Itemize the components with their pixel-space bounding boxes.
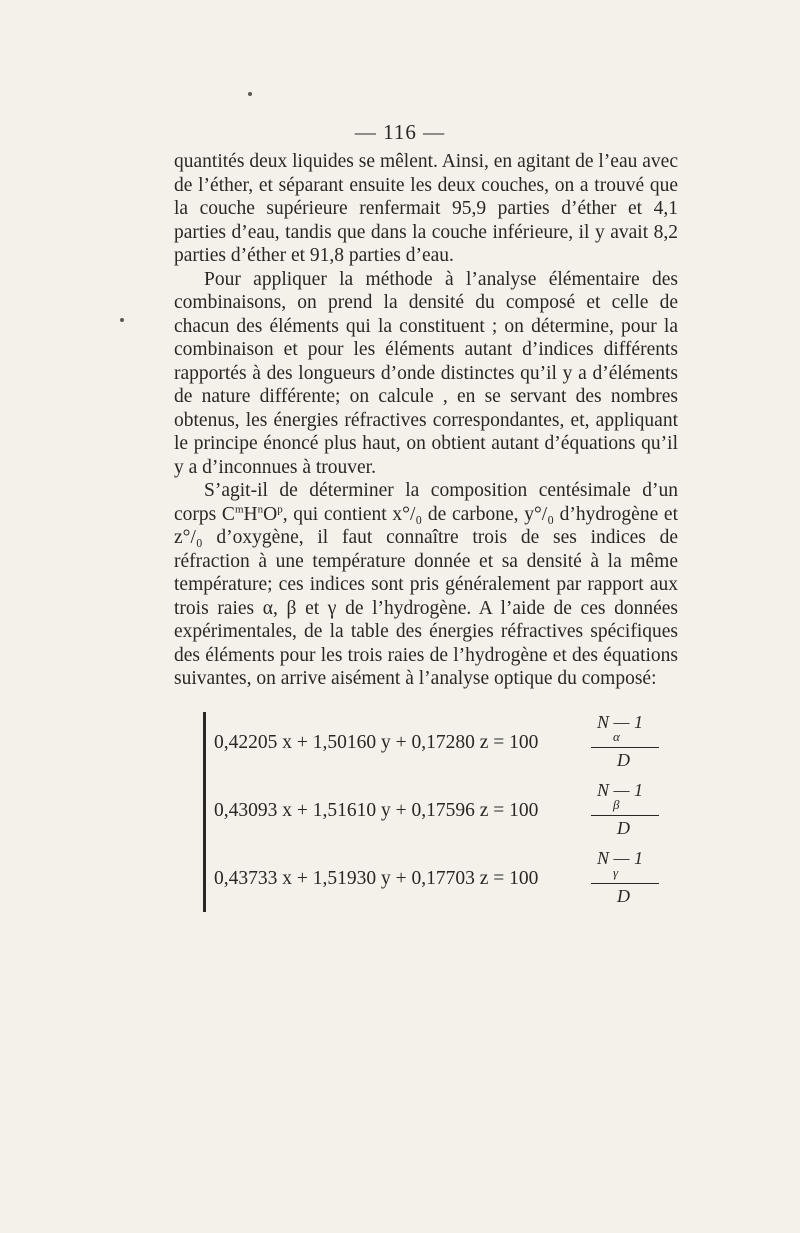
paragraph-3 — [174, 479, 678, 691]
fraction-bar — [591, 815, 659, 816]
equation-alpha — [206, 712, 676, 780]
fraction-denominator: D — [617, 818, 630, 838]
paper-speck — [120, 318, 124, 322]
paragraph-3-rest: , qui contient x°/₀ de carbone, y°/₀ d’hydrogène et z°/₀ d’oxygène, il faut connaître trois de ses indices de réfraction à une température donnée et sa densité à la même température; ces indices sont pris généralement par rapport aux trois raies α, β et γ de l’hydrogène. A l’aide de ces données expérimentales, de la table des énergies réfractives spécifiques des éléments pour les trois raies de l’hydrogène et des équations suivantes, on arrive aisément à l’analyse optique du composé: — [174, 503, 679, 689]
fraction-numerator: N — 1 — [597, 848, 644, 868]
fraction-numerator: N — 1 — [597, 712, 644, 732]
equation-system — [203, 712, 676, 912]
equation-beta — [206, 780, 676, 848]
equation-lhs: 0,43733 x + 1,51930 y + 0,17703 z = 100 — [214, 868, 539, 889]
exponent-n: n — [257, 503, 264, 515]
fraction-denominator: D — [617, 750, 630, 770]
page-number: — 116 — — [354, 120, 446, 144]
exponent-p: p — [277, 503, 283, 515]
paragraph-3-intro: S’agit-il de déterminer la composition centésimale d’un corps C — [174, 480, 678, 525]
paragraph-2: Pour appliquer la méthode à l’analyse élémentaire des combinaisons, on prend la densité du composé et celle de chacun des éléments qui la constituent ; on détermine, pour la combinaison et pour les éléments autant d’indices différents rapportés à des longueurs d’onde distinctes qu’il y a d’éléments de nature différente; on calcule , en se servant des nombres obtenus, les énergies réfractives correspondantes, et, appliquant le principe énoncé plus haut, on obtient autant d’équations qu’il y a d’inconnues à trouver. — [174, 268, 678, 478]
fraction-subscript: γ — [613, 865, 619, 880]
formula-o: O — [263, 503, 278, 525]
fraction-subscript: α — [613, 729, 620, 744]
formula-h: H — [243, 503, 258, 525]
paper-speck — [248, 92, 252, 96]
equation-lhs: 0,42205 x + 1,50160 y + 0,17280 z = 100 — [214, 732, 539, 753]
paragraph-1: quantités deux liquides se mêlent. Ainsi, en agitant de l’eau avec de l’éther, et séparant ensuite les deux couches, on a trouvé que la couche supérieure renfermait 95,9 parties d’éther et 4,1 parties d’eau, tandis que dans la couche inférieure, il y avait 8,2 parties d’éther et 91,8 parties d’eau. — [174, 151, 678, 266]
exponent-m: m — [234, 503, 244, 515]
fraction-bar — [591, 883, 659, 884]
fraction-subscript: β — [613, 797, 620, 812]
body-text — [174, 150, 678, 691]
equation-lhs: 0,43093 x + 1,51610 y + 0,17596 z = 100 — [214, 800, 539, 821]
fraction-bar — [591, 747, 659, 748]
fraction-denominator: D — [617, 886, 630, 906]
fraction-numerator: N — 1 — [597, 780, 644, 800]
equation-gamma — [206, 848, 676, 916]
